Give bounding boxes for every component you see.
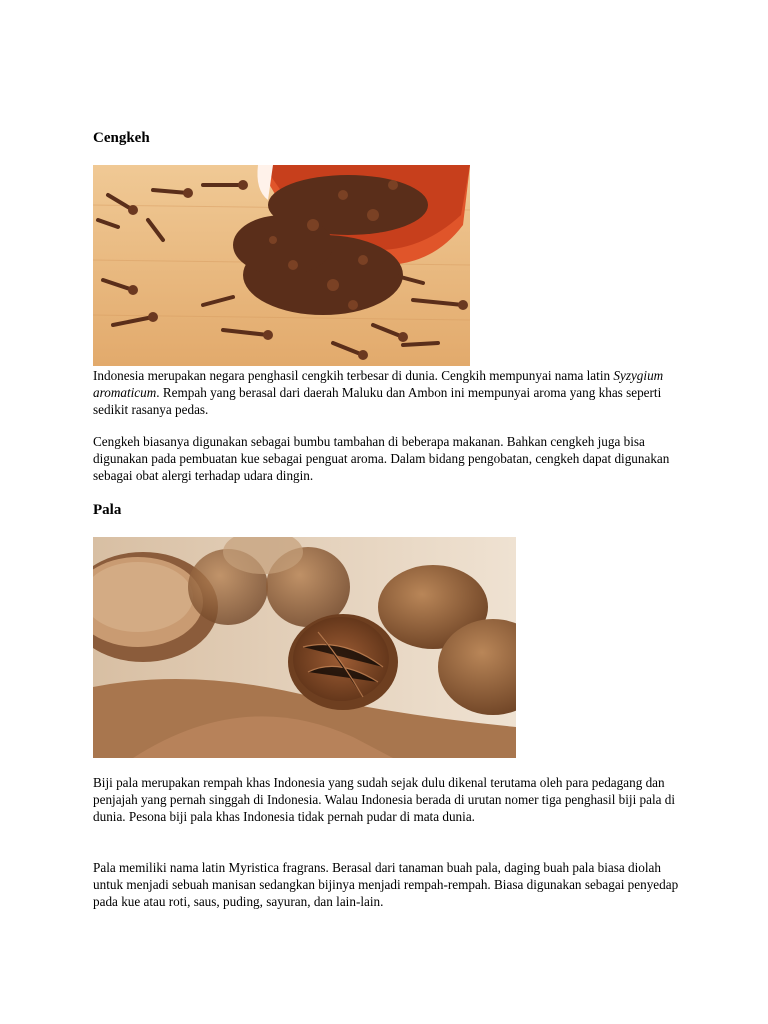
latin-name: Syzygium aromaticum [93, 368, 664, 400]
pala-image [93, 537, 516, 758]
cengkeh-paragraph-2: Cengkeh biasanya digunakan sebagai bumbu tambahan di beberapa makanan. Bahkan cengkeh juga bisa digunakan pada pembuatan kue sebagai penguat aroma. Dalam bidang pengobatan, cengkeh dapat digunakan sebagai obat alergi terhadap udara dingin. [93, 434, 670, 483]
cengkeh-photo [93, 165, 470, 366]
pala-photo [93, 537, 516, 758]
section-title-pala: Pala [93, 502, 122, 518]
cengkeh-image [93, 165, 470, 366]
pala-paragraph-2: Pala memiliki nama latin Myristica fragrans. Berasal dari tanaman buah pala, daging buah pala biasa diolah untuk menjadi sebuah manisan sedangkan bijinya menjadi rempah-rempah. Biasa digunakan sebagai penyedap pada kue atau roti, saus, puding, sayuran, dan lain-lain. [93, 860, 679, 909]
cengkeh-paragraph-1: Indonesia merupakan negara penghasil cengkih terbesar di dunia. Cengkih mempunyai nama latin Syzygium aromaticum. Rempah yang berasal dari daerah Maluku dan Ambon ini mempunyai aroma yang khas seperti sedikit rasanya pedas. [93, 368, 664, 417]
section-title-cengkeh: Cengkeh [93, 130, 150, 146]
pala-paragraph-1: Biji pala merupakan rempah khas Indonesia yang sudah sejak dulu dikenal terutama oleh para pedagang dan penjajah yang pernah singgah di Indonesia. Walau Indonesia berada di urutan nomer tiga penghasil biji pala di dunia. Pesona biji pala khas Indonesia tidak pernah pudar di mata dunia. [93, 775, 676, 824]
